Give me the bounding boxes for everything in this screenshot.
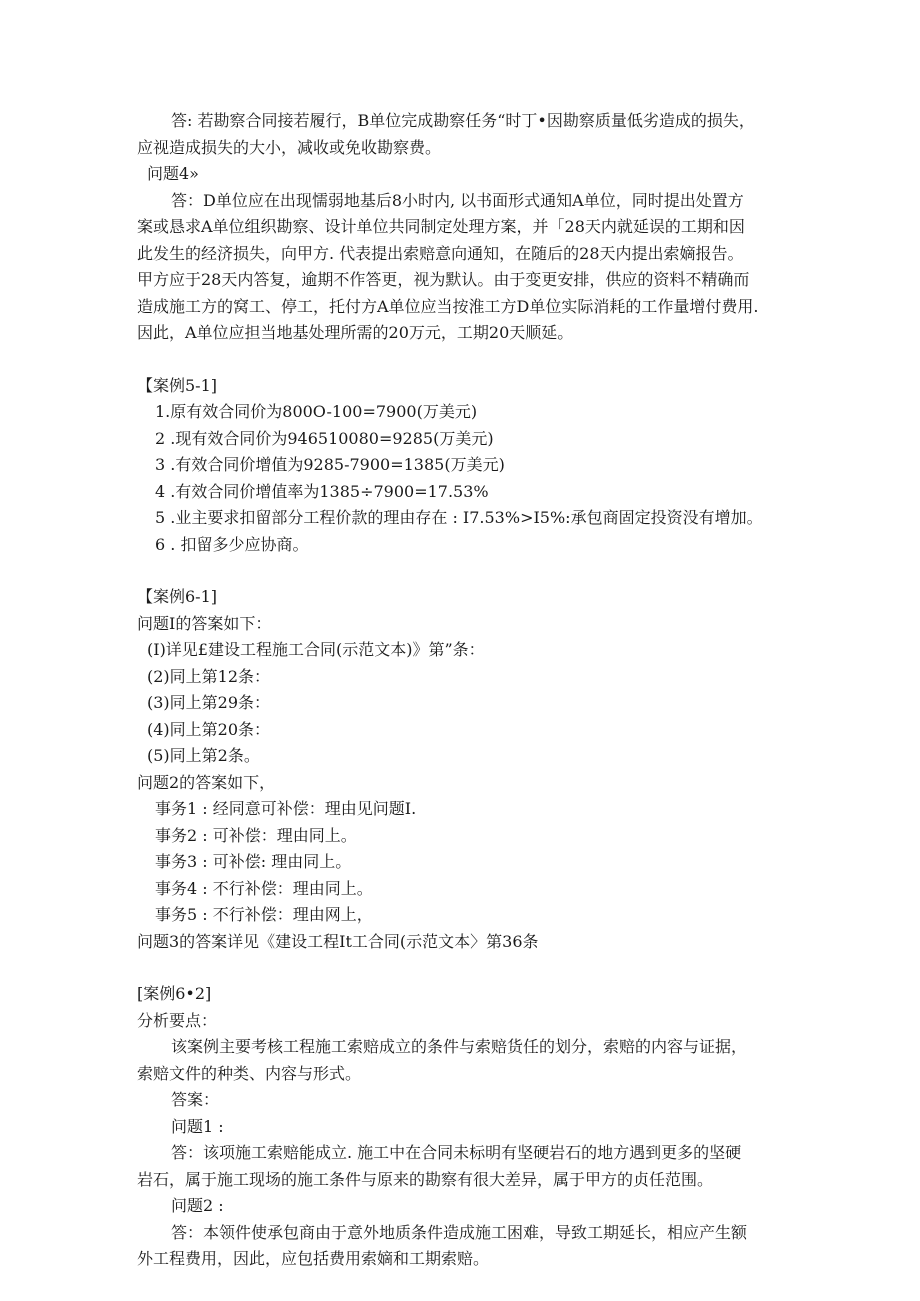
answer-paragraph-line: 外工程费用，因此，应包括费用索嫡和工期索赔。 — [137, 1249, 490, 1268]
question-answer-line: 问题3的答案详见《建设工程It工合同(示范文本〉第36条 — [137, 931, 539, 951]
question-heading: 问题1 : — [171, 1116, 224, 1136]
section-spacer — [137, 558, 787, 584]
answer-paragraph-line: 案或恳求A单位组织勘察、设计单位共同制定处理方案，并「28天内就延误的工期和因 — [137, 217, 745, 236]
question-heading: 问题2的答案如下， — [137, 772, 276, 792]
question-heading: 问题I的答案如下： — [137, 613, 272, 633]
case-title: [案例6•2] — [137, 984, 212, 1003]
answer-paragraph-line: 答：本领件使承包商由于意外地质条件造成施工困难，导致工期延长，相应产生额 — [171, 1222, 748, 1242]
answer-paragraph-line: 造成施工方的窝工、停工，托付方A单位应当按淮工方D单位实际消耗的工作量增付费用. — [137, 296, 759, 316]
list-item: 3 .有效合同价增值为9285-7900=1385(万美元) — [155, 455, 505, 474]
section-spacer — [137, 955, 787, 981]
list-item: 6 . 扣留多少应协商。 — [155, 534, 309, 554]
list-item: (3)同上第29条： — [147, 693, 271, 712]
answer-heading: 答案： — [171, 1090, 220, 1109]
list-item: 1.原有效合同价为800O-100=7900(万美元) — [155, 402, 478, 421]
case-title: 【案例5-1] — [137, 375, 218, 395]
list-item: 2 .现有效合同价为946510080=9285(万美元) — [155, 428, 494, 448]
list-item: 事务3 : 可补偿: 理由同上。 — [155, 852, 352, 871]
answer-paragraph-line: 甲方应于28天内答复，逾期不作答更，视为默认。由于变更安排，供应的资料不精确而 — [137, 270, 750, 289]
answer-paragraph-line: 答: 若勘察合同接若履行，B单位完成勘察任务“时丁•因勘察质量低劣造成的损失， — [171, 111, 755, 130]
answer-paragraph-line: 此发生的经济损失，向甲方. 代表提出索赔意向通知，在随后的28天内提出索嫡报告。 — [137, 243, 744, 263]
list-item: 事务4 : 不行补偿：理由同上。 — [155, 878, 373, 898]
answer-paragraph-line: 岩石，属于施工现场的施工条件与原来的勘察有很大差异，属于甲方的贞任范围。 — [137, 1169, 714, 1189]
analysis-heading: 分析要点： — [137, 1010, 218, 1030]
list-item: (5)同上第2条。 — [147, 746, 260, 765]
list-item: (I)详见£建设工程施工合同(示范文本)》第”条： — [147, 640, 485, 659]
list-item: 5 .业主要求扣留部分工程价款的理由存在 : I7.53%>I5%:承包商固定投资没有增加。 — [155, 508, 763, 527]
document-page — [137, 108, 787, 1273]
answer-paragraph-line: 答：D单位应在出现懦弱地基后8小时内, 以书面形式通知A单位，同时提出处置方 — [171, 190, 744, 210]
list-item: 事务1 : 经同意可补偿：理由见问题I. — [155, 799, 417, 818]
answer-paragraph-line: 应视造成损失的大小，减收或免收勘察费。 — [137, 137, 442, 157]
list-item: (2)同上第12条： — [147, 666, 271, 686]
question-heading: 问题4» — [147, 164, 199, 183]
analysis-paragraph-line: 索赔文件的种类、内容与形式。 — [137, 1063, 362, 1083]
answer-paragraph-line: 答：该项施工索赔能成立. 施工中在合同未标明有坚硬岩石的地方遇到更多的坚硬 — [171, 1143, 742, 1162]
analysis-paragraph-line: 该案例主要考核工程施工索赔成立的条件与索赔货任的划分，索赔的内容与证据， — [171, 1037, 748, 1056]
list-item: 事务2 : 可补偿：理由同上。 — [155, 825, 357, 845]
list-item: (4)同上第20条： — [147, 719, 271, 739]
list-item: 4 .有效合同价增值率为1385÷7900=17.53% — [155, 481, 489, 501]
case-title: 【案例6-1] — [137, 587, 218, 606]
question-heading: 问题2 : — [171, 1196, 224, 1215]
section-spacer — [137, 347, 787, 373]
list-item: 事务5 : 不行补偿：理由网上， — [155, 905, 373, 924]
answer-paragraph-line: 因此，A单位应担当地基处理所需的20万元，工期20天顺延。 — [137, 323, 574, 342]
